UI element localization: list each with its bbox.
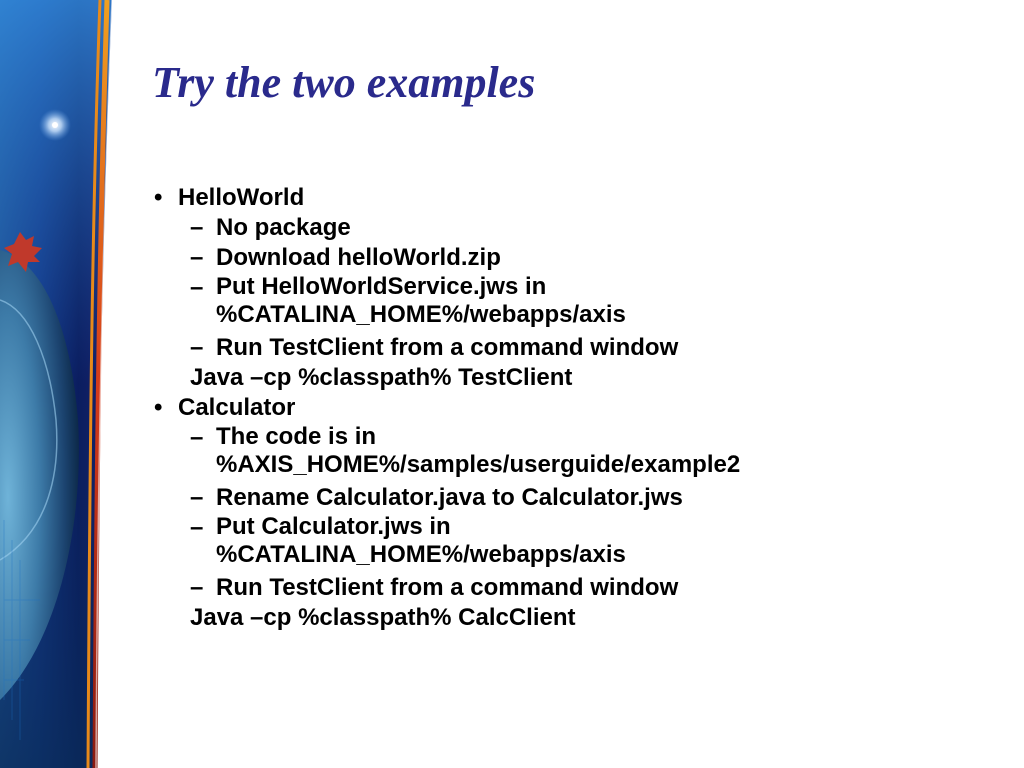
command-line: Java –cp %classpath% CalcClient xyxy=(190,604,576,631)
dash-marker: – xyxy=(190,214,204,241)
sub-bullet-text-continued: %CATALINA_HOME%/webapps/axis xyxy=(216,301,626,328)
sub-bullet-item xyxy=(150,213,1010,243)
sub-bullet-item xyxy=(150,273,1010,333)
bullet-item xyxy=(150,393,1010,423)
dash-marker: – xyxy=(190,424,204,451)
dash-marker: – xyxy=(190,484,204,511)
sub-bullet-item xyxy=(150,573,1010,603)
sub-bullet-text: Download helloWorld.zip xyxy=(216,244,501,271)
bullet-marker: • xyxy=(154,184,163,211)
command-line: Java –cp %classpath% TestClient xyxy=(190,364,573,391)
sub-bullet-item xyxy=(150,243,1010,273)
sub-bullet-item xyxy=(150,513,1010,573)
sub-bullet-text: Put Calculator.jws in xyxy=(216,513,451,540)
decorative-side-graphic xyxy=(0,0,130,768)
dash-marker: – xyxy=(190,514,204,541)
sub-bullet-item xyxy=(150,423,1010,483)
bullet-marker: • xyxy=(154,394,163,421)
sub-bullet-item xyxy=(150,333,1010,363)
sub-bullet-text-continued: %CATALINA_HOME%/webapps/axis xyxy=(216,541,626,568)
dash-marker: – xyxy=(190,244,204,271)
section-helloworld xyxy=(150,183,1010,393)
sub-bullet-text-continued: %AXIS_HOME%/samples/userguide/example2 xyxy=(216,451,741,478)
dash-marker: – xyxy=(190,334,204,361)
sub-bullet-text: Rename Calculator.java to Calculator.jws xyxy=(216,484,683,511)
sub-bullet-text: Run TestClient from a command window xyxy=(216,574,679,601)
slide-title: Try the two examples xyxy=(152,58,536,107)
sub-bullet-text: Run TestClient from a command window xyxy=(216,334,679,361)
dash-marker: – xyxy=(190,574,204,601)
bullet-heading: Calculator xyxy=(178,394,296,421)
bullet-item xyxy=(150,183,1010,213)
sub-bullet-text: Put HelloWorldService.jws in xyxy=(216,273,547,300)
dash-marker: – xyxy=(190,274,204,301)
sub-bullet-text: The code is in xyxy=(216,423,377,450)
section-calculator xyxy=(150,393,1010,633)
sub-bullet-text: No package xyxy=(216,214,351,241)
slide-content xyxy=(150,183,1010,633)
sub-bullet-item xyxy=(150,483,1010,513)
bullet-heading: HelloWorld xyxy=(178,184,305,211)
